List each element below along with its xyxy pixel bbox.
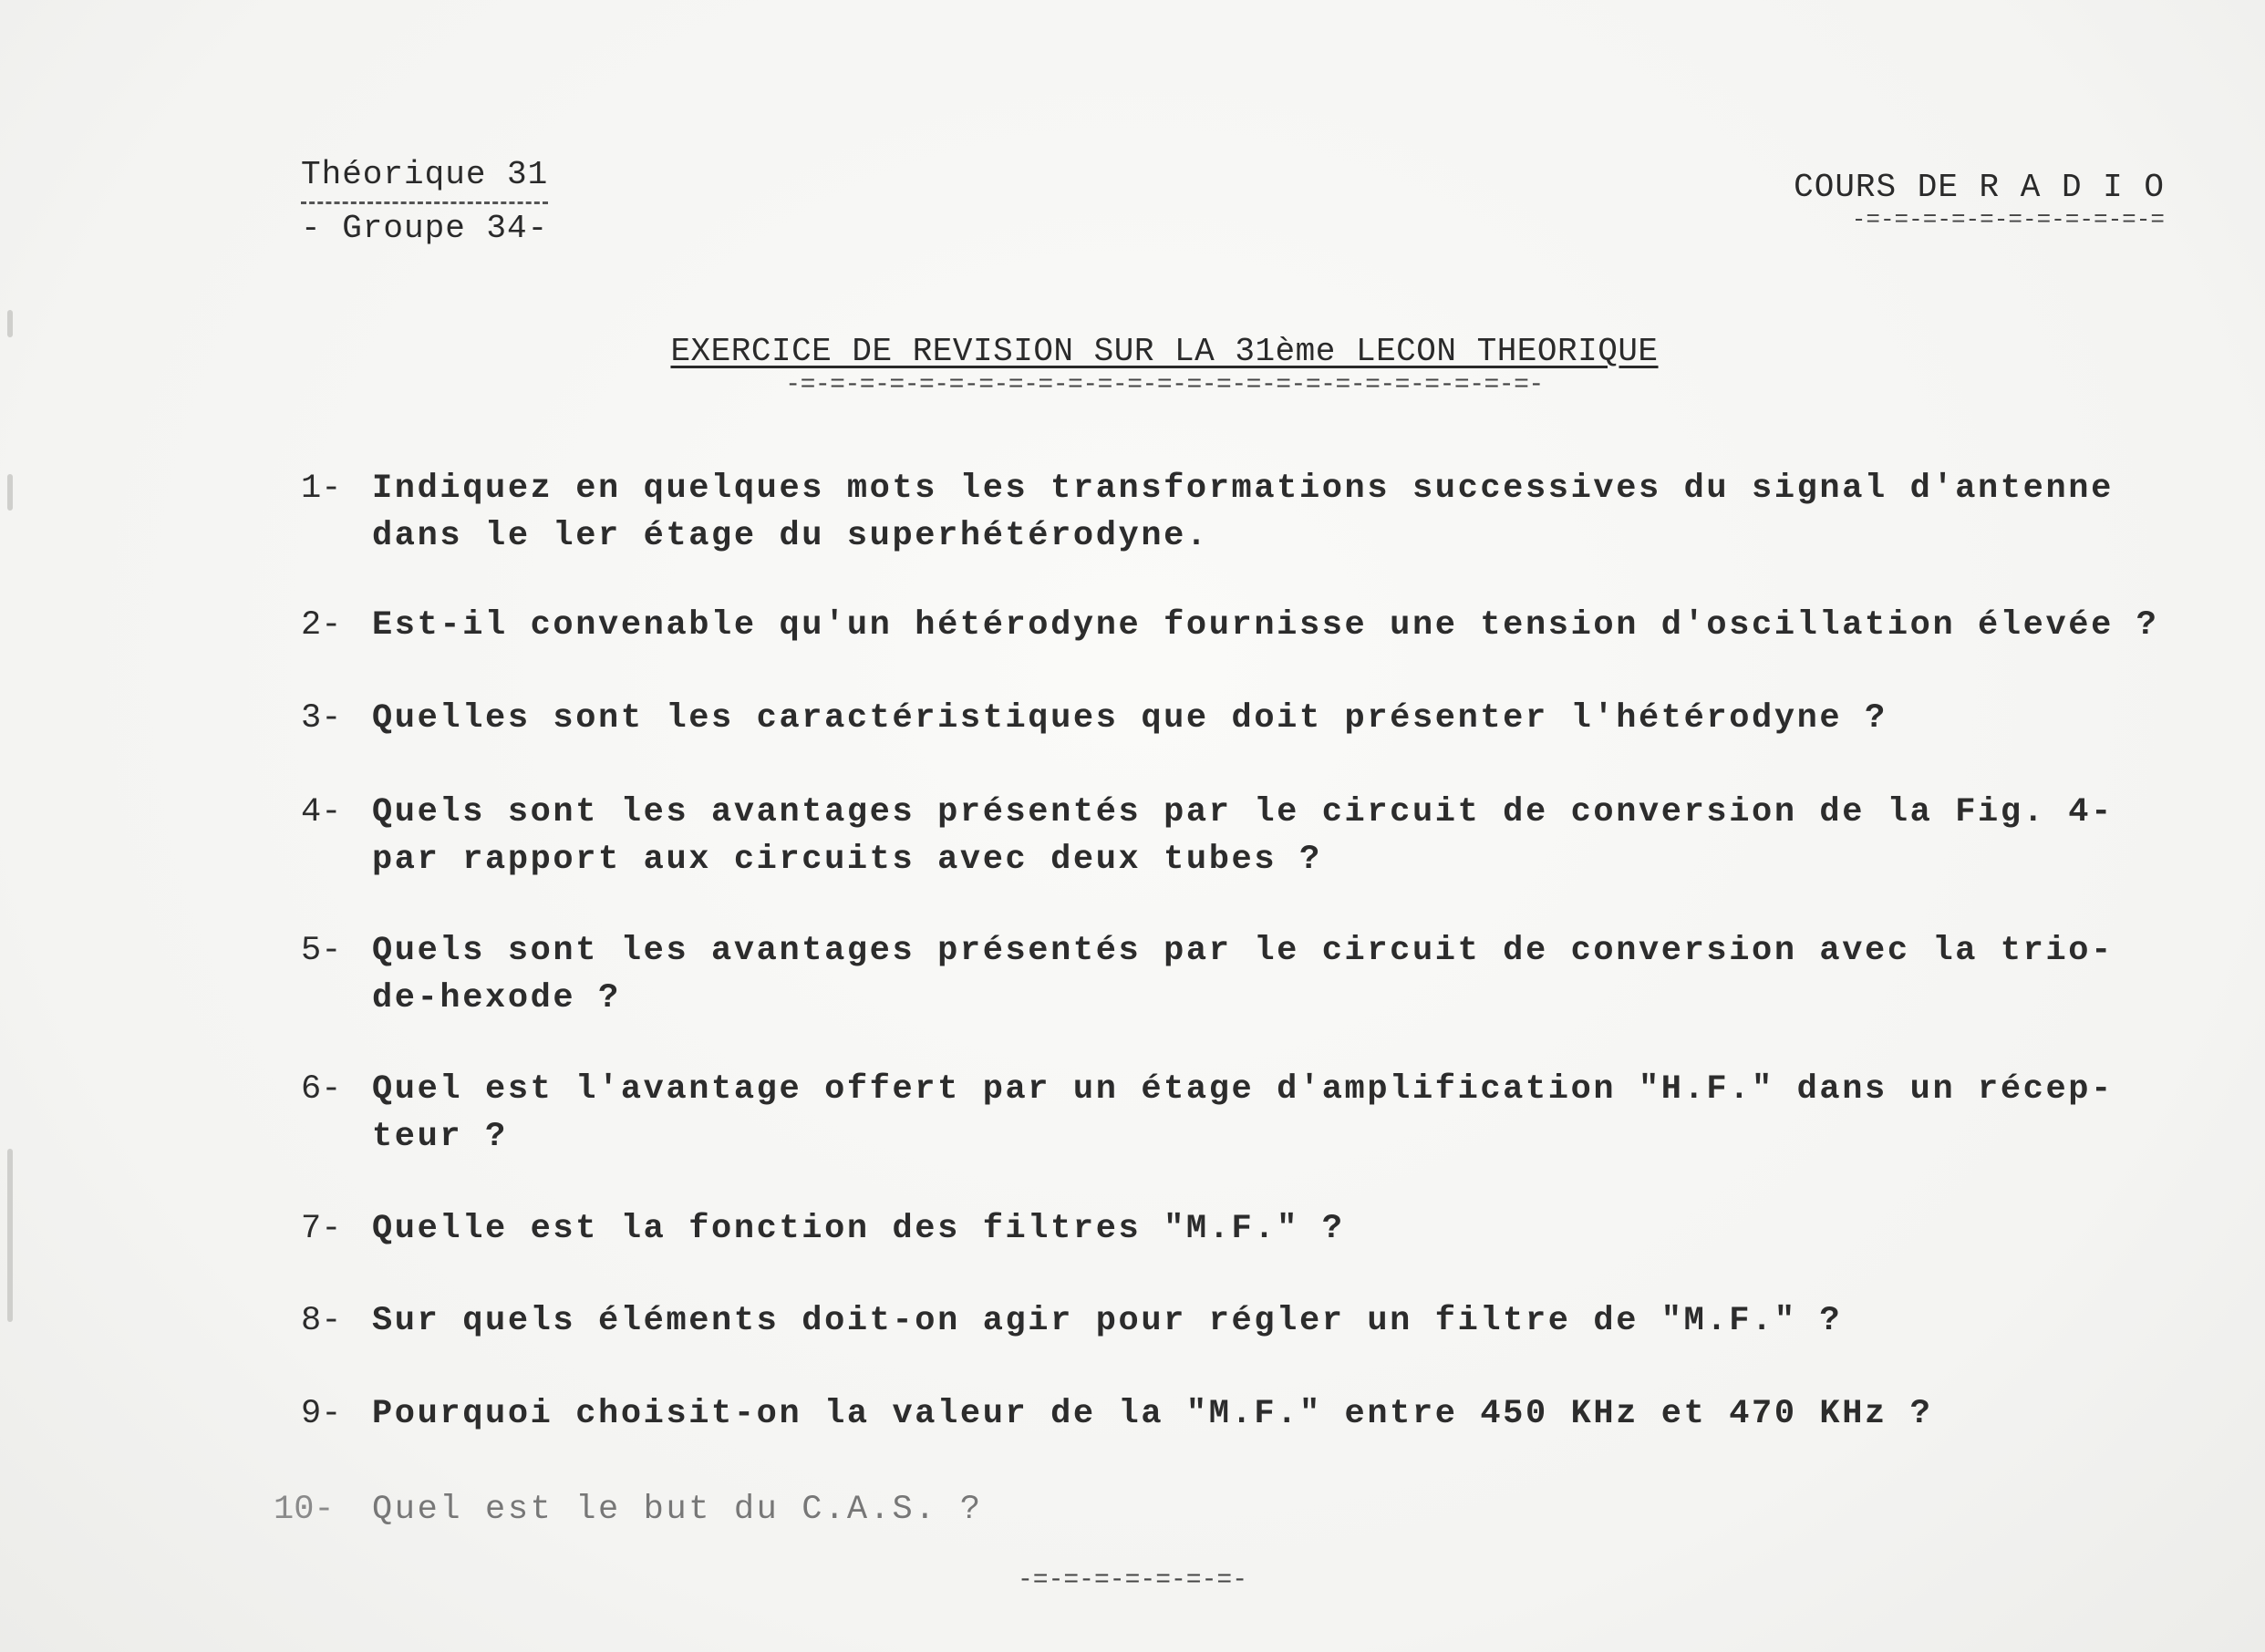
question-item — [301, 1066, 2234, 1161]
margin-mark — [7, 1149, 13, 1322]
question-item — [301, 927, 2234, 1022]
question-item — [301, 465, 2234, 560]
question-line: Quels sont les avantages présentés par le circuit de conversion de la Fig. 4- — [372, 793, 2114, 831]
exercise-title-text: EXERCICE DE REVISION SUR LA 31ème LECON THEORIQUE — [670, 333, 1659, 370]
question-item — [301, 789, 2234, 883]
question-line: Quelles sont les caractéristiques que doit présenter l'hétérodyne ? — [372, 699, 1888, 738]
question-number: 4- — [301, 793, 342, 831]
end-rule: -=-=-=-=-=-=-=- — [1017, 1566, 1248, 1595]
question-item — [301, 602, 2234, 649]
question-number: 7- — [301, 1210, 342, 1248]
margin-mark — [7, 474, 13, 511]
question-line: de-hexode ? — [372, 979, 621, 1017]
question-line: Quelle est la fonction des filtres "M.F." ? — [372, 1210, 1345, 1248]
question-number: 10- — [274, 1491, 335, 1529]
question-number: 5- — [301, 932, 342, 970]
exercise-title — [0, 330, 2265, 398]
question-line: par rapport aux circuits avec deux tubes ? — [372, 841, 1322, 879]
question-line: Quel est l'avantage offert par un étage d'amplification "H.F." dans un récep- — [372, 1070, 2114, 1109]
course-title — [1794, 166, 2165, 233]
question-line: Indiquez en quelques mots les transformations successives du signal d'antenne — [372, 470, 2114, 508]
question-item — [301, 695, 2234, 742]
question-line: dans le ler étage du superhétérodyne. — [372, 517, 1209, 555]
question-line: Sur quels éléments doit-on agir pour régler un filtre de "M.F." ? — [372, 1302, 1843, 1340]
question-item — [274, 1486, 2234, 1533]
exercise-title-underline: -=-=-=-=-=-=-=-=-=-=-=-=-=-=-=-=-=-=-=-=-=-=-=-=-=- — [785, 371, 1544, 399]
course-title-underline: -=-=-=-=-=-=-=-=-=-=-= — [1851, 206, 2165, 233]
question-line: teur ? — [372, 1118, 508, 1156]
question-number: 3- — [301, 699, 342, 738]
question-line: Quel est le but du C.A.S. ? — [372, 1491, 983, 1529]
question-item — [301, 1390, 2234, 1438]
question-number: 2- — [301, 606, 342, 645]
question-number: 6- — [301, 1070, 342, 1109]
group-number: - Groupe 34- — [301, 210, 549, 247]
question-line: Est-il convenable qu'un hétérodyne fournisse une tension d'oscillation élevée ? — [372, 606, 2159, 645]
course-title-text: COURS DE R A D I O — [1794, 169, 2165, 206]
question-line: Quels sont les avantages présentés par le circuit de conversion avec la trio- — [372, 932, 2114, 970]
question-number: 8- — [301, 1302, 342, 1340]
question-item — [301, 1205, 2234, 1253]
question-item — [301, 1297, 2234, 1345]
question-number: 1- — [301, 470, 342, 508]
course-reference — [301, 150, 548, 253]
lesson-number: Théorique 31 — [301, 150, 548, 204]
question-number: 9- — [301, 1395, 342, 1433]
question-line: Pourquoi choisit-on la valeur de la "M.F." entre 450 KHz et 470 KHz ? — [372, 1395, 1933, 1433]
